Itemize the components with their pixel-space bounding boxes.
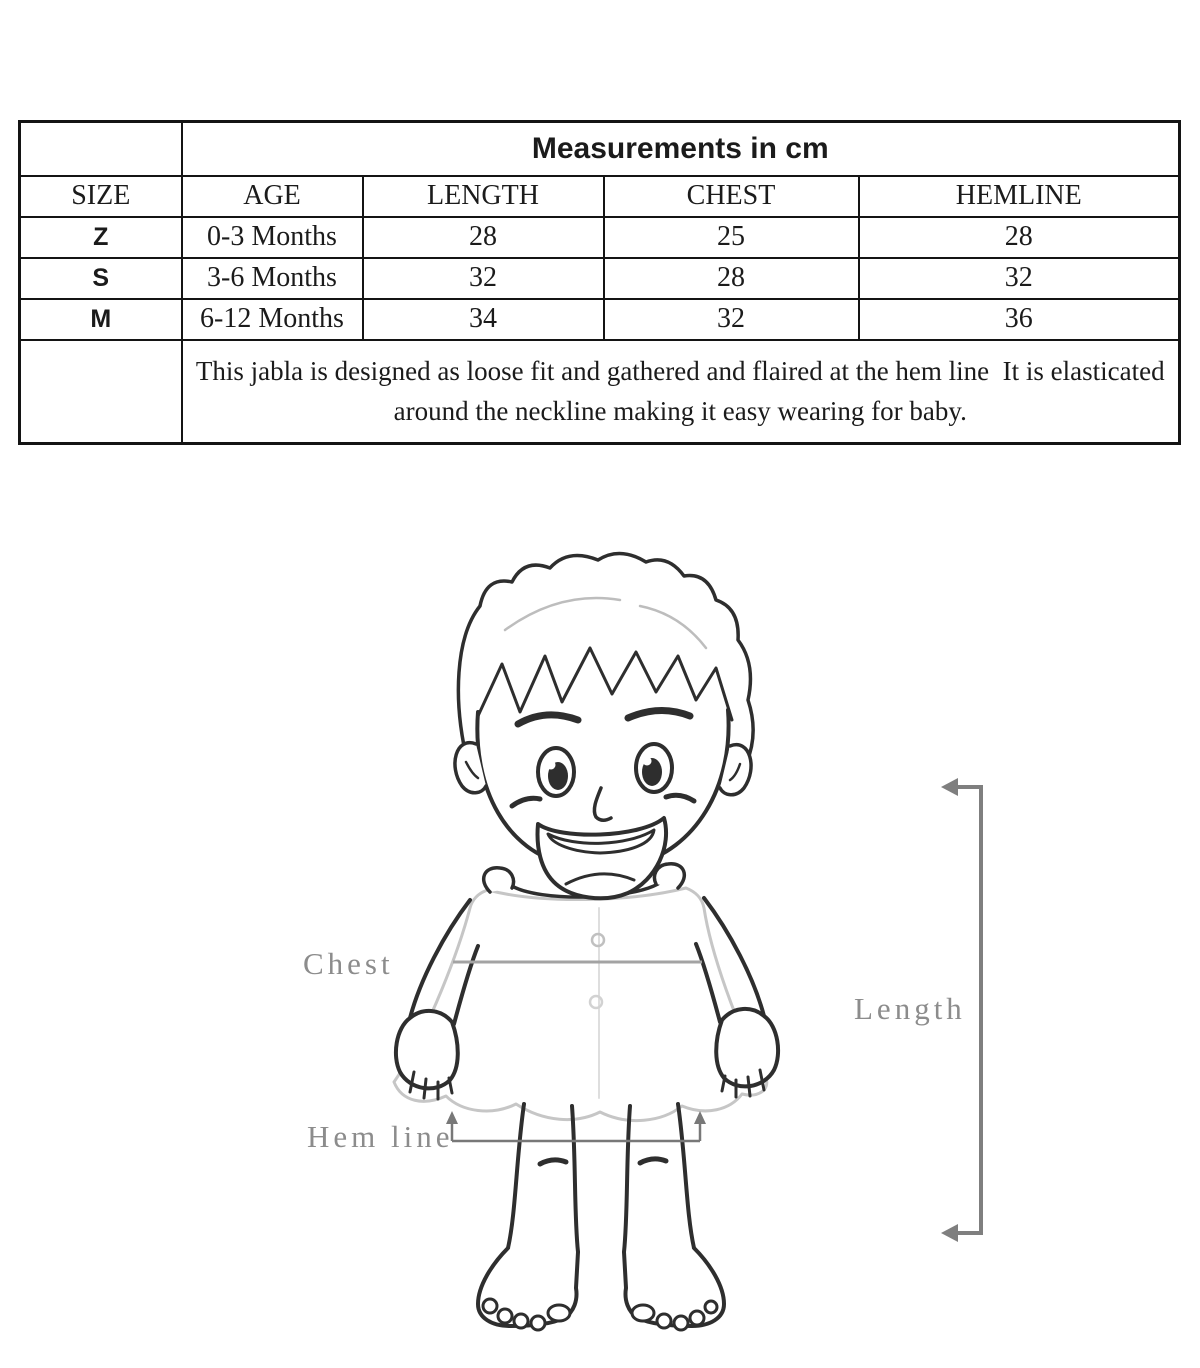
- hemline-right-arrowhead: [694, 1111, 706, 1124]
- col-header-hemline: HEMLINE: [859, 176, 1180, 217]
- hemline-cell: 32: [859, 258, 1180, 299]
- hemline-cell: 36: [859, 299, 1180, 340]
- size-cell: S: [20, 258, 182, 299]
- chest-cell: 25: [604, 217, 859, 258]
- length-top-arrowhead: [941, 778, 958, 796]
- left-eye: [538, 748, 574, 796]
- col-header-chest: CHEST: [604, 176, 859, 217]
- chest-cell: 28: [604, 258, 859, 299]
- length-cell: 28: [363, 217, 604, 258]
- baby-illustration: [394, 553, 778, 1330]
- col-header-size: SIZE: [20, 176, 182, 217]
- right-eye: [636, 744, 672, 792]
- hemline-label: Hem line: [307, 1119, 454, 1154]
- chest-cell: 32: [604, 299, 859, 340]
- length-cell: 32: [363, 258, 604, 299]
- legs: [478, 1104, 724, 1330]
- length-label: Length: [854, 991, 966, 1026]
- size-cell: M: [20, 299, 182, 340]
- col-header-length: LENGTH: [363, 176, 604, 217]
- age-cell: 6-12 Months: [182, 299, 363, 340]
- col-header-age: AGE: [182, 176, 363, 217]
- size-cell: Z: [20, 217, 182, 258]
- chest-label: Chest: [303, 946, 394, 981]
- age-cell: 3-6 Months: [182, 258, 363, 299]
- length-cell: 34: [363, 299, 604, 340]
- length-annotation: [854, 778, 981, 1242]
- fit-description: This jabla is designed as loose fit and gathered and flaired at the hem line It is elasticated around the neckline making it easy wearing for baby.: [182, 340, 1180, 444]
- table-title: Measurements in cm: [182, 122, 1180, 176]
- age-cell: 0-3 Months: [182, 217, 363, 258]
- length-bottom-arrowhead: [941, 1224, 958, 1242]
- head: [455, 553, 753, 898]
- hemline-cell: 28: [859, 217, 1180, 258]
